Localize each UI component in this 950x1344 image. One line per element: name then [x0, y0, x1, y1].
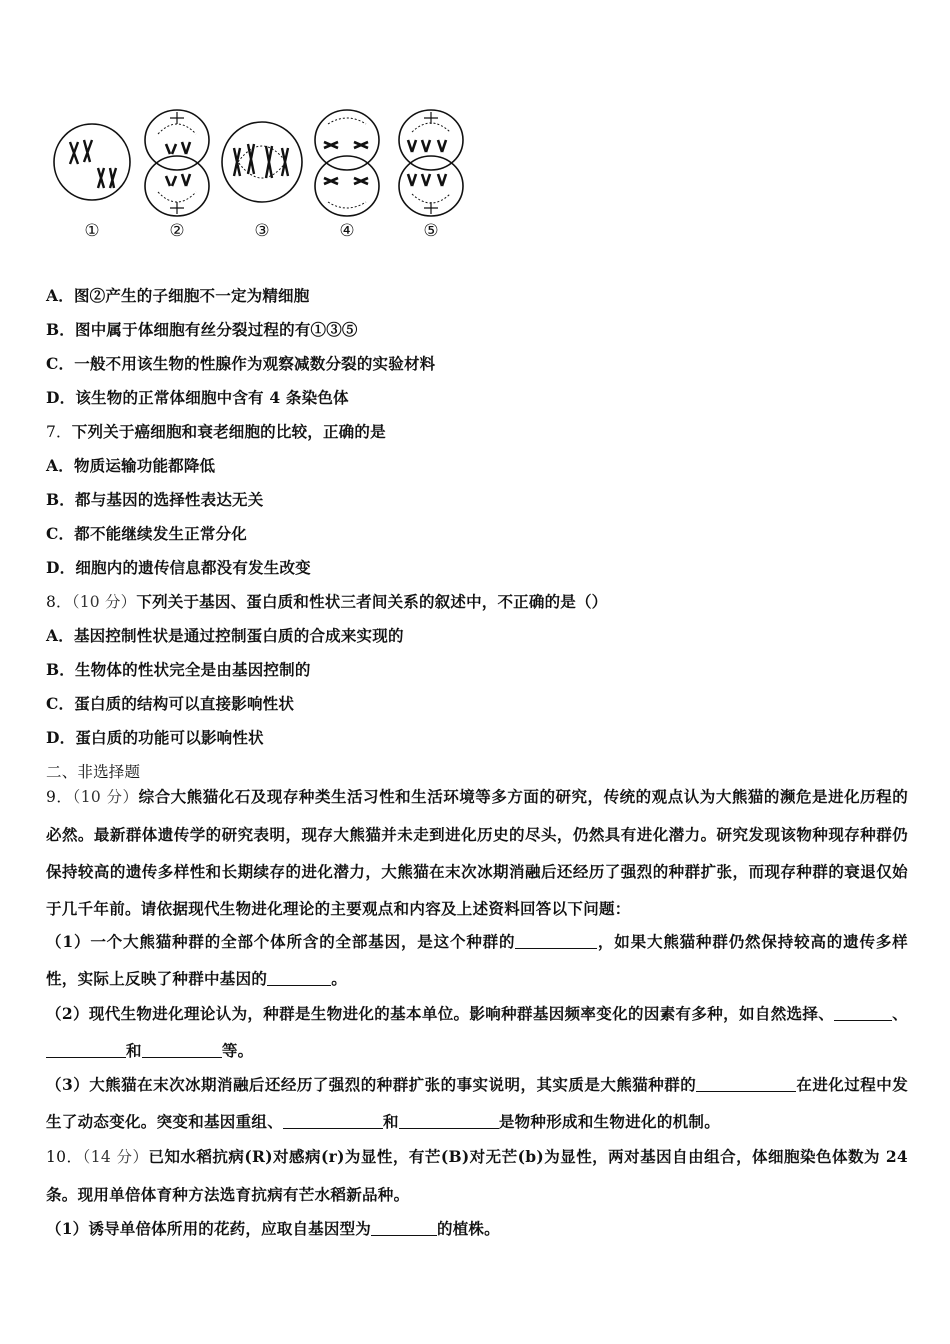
answer-blank[interactable]	[371, 1219, 437, 1236]
q9-part-3-text-b: 在进化过程中发生了动态变化。突变和基因重组、	[46, 1075, 908, 1131]
q9-part-3-text-c: 和	[383, 1112, 399, 1131]
option-text: 蛋白质的功能可以影响性状	[75, 728, 264, 747]
q9-part-3	[46, 1066, 908, 1140]
q9-part-2-text-c: 和	[126, 1041, 142, 1060]
option-text: 蛋白质的结构可以直接影响性状	[74, 694, 295, 713]
option-letter: C．	[46, 694, 75, 713]
option-letter: D．	[46, 388, 76, 407]
option-text: 图中属于体细胞有丝分裂过程的有①③⑤	[75, 320, 358, 339]
option-text: 基因控制性状是通过控制蛋白质的合成来实现的	[73, 626, 404, 645]
option-letter: B．	[46, 490, 76, 509]
option-letter: B．	[46, 320, 76, 339]
q9-part-1-text-a: （1）一个大熊猫种群的全部个体所含的全部基因，是这个种群的	[46, 932, 516, 951]
option-letter: C．	[46, 354, 75, 373]
question-intro: 已知水稻抗病(R)对感病(r)为显性，有芒(B)对无芒(b)为显性，两对基因自由组合，体细胞染色体数为 24 条。现用单倍体育种方法选育抗病有芒水稻新品种。	[46, 1147, 909, 1204]
q9-part-1-text-b: ，如果大熊猫种群仍然保持较高的遗传多样性，实际上反映了种群中基因的	[46, 932, 908, 988]
question-stem: 下列关于基因、蛋白质和性状三者间关系的叙述中，不正确的是（）	[136, 592, 608, 611]
option-letter: A．	[46, 286, 74, 305]
cell-5-diagram	[399, 110, 463, 216]
answer-blank[interactable]	[515, 932, 597, 949]
option-letter: B．	[46, 660, 76, 679]
q9-part-3-text-a: （3）大熊猫在末次冰期消融后还经历了强烈的种群扩张的事实说明，其实质是大熊猫种群的	[46, 1075, 697, 1094]
q10-part-1-text-b: 的植株。	[437, 1219, 500, 1238]
q6-option-b	[46, 320, 908, 340]
option-letter: C．	[46, 524, 75, 543]
option-letter: D．	[46, 558, 76, 577]
q9-part-1	[46, 923, 908, 997]
answer-blank[interactable]	[267, 969, 331, 986]
question-intro: 综合大熊猫化石及现存种类生活习性和生活环境等多方面的研究，传统的观点认为大熊猫的濒危是进化历程的必然。最新群体遗传学的研究表明，现存大熊猫并未走到进化历史的尽头，仍然具有进化潜力。研究发现该物种现存种群仍保持较高的遗传多样性和长期续存的进化潜力，大熊猫在末次冰期消融后还经历了强烈的种群扩张，而现存种群的衰退仅始于几千年前。请依据现代生物进化理论的主要观点和内容及上述资料回答以下问题：	[46, 787, 908, 918]
answer-blank[interactable]	[399, 1112, 499, 1129]
option-letter: A．	[46, 626, 74, 645]
section-2-title: 二、非选择题	[46, 763, 141, 781]
q9-part-3-text-d: 是物种形成和生物进化的机制。	[498, 1112, 721, 1131]
option-text: 一般不用该生物的性腺作为观察减数分裂的实验材料	[74, 354, 436, 373]
figure-label-4: ④	[339, 221, 355, 241]
q9-part-1-text-c: 。	[331, 969, 348, 988]
answer-blank[interactable]	[142, 1041, 222, 1058]
q7-option-b	[46, 490, 908, 510]
q6-option-c	[46, 354, 908, 374]
option-text: 生物体的性状完全是由基因控制的	[75, 660, 311, 679]
option-text: 该生物的正常体细胞中含有 4 条染色体	[75, 388, 349, 407]
question-number: 9．	[46, 788, 73, 806]
q10-intro	[46, 1138, 908, 1213]
q8-option-c	[46, 694, 908, 714]
cell-3-diagram	[222, 122, 302, 202]
question-score: （14 分）	[82, 1148, 149, 1166]
answer-blank[interactable]	[696, 1075, 796, 1092]
q8-option-d	[46, 728, 908, 748]
q6-option-a	[46, 286, 908, 306]
q8-stem	[46, 592, 908, 612]
question-number: 10．	[46, 1148, 83, 1166]
option-letter: A．	[46, 456, 74, 475]
cell-2-diagram	[145, 110, 209, 216]
q9-part-2-text-a: （2）现代生物进化理论认为，种群是生物进化的基本单位。影响种群基因频率变化的因素有多种，如自然选择、	[46, 1004, 835, 1023]
option-text: 都不能继续发生正常分化	[74, 524, 247, 543]
cell-division-figure	[48, 104, 468, 244]
question-stem: 下列关于癌细胞和衰老细胞的比较，正确的是	[71, 422, 386, 441]
q10-part-1	[46, 1219, 908, 1239]
q6-option-d	[46, 388, 908, 408]
q7-option-a	[46, 456, 908, 476]
q8-option-b	[46, 660, 908, 680]
q7-stem	[46, 422, 908, 442]
q9-part-2-text-b: 、	[892, 1004, 908, 1023]
question-score: （10 分）	[71, 593, 137, 611]
cell-4-diagram	[315, 110, 379, 216]
figure-label-5: ⑤	[423, 221, 439, 241]
question-number: 8．	[46, 593, 72, 611]
option-text: 都与基因的选择性表达无关	[75, 490, 264, 509]
q9-part-2-text-d: 等。	[221, 1041, 254, 1060]
option-text: 细胞内的遗传信息都没有发生改变	[75, 558, 311, 577]
option-letter: D．	[46, 728, 76, 747]
question-score: （10 分）	[72, 788, 139, 806]
figure-label-2: ②	[169, 221, 185, 241]
figure-label-1: ①	[84, 221, 100, 241]
question-number: 7．	[46, 423, 72, 441]
q7-option-d	[46, 558, 908, 578]
q8-option-a	[46, 626, 908, 646]
option-text: 物质运输功能都降低	[73, 456, 216, 475]
answer-blank[interactable]	[46, 1041, 126, 1058]
cell-1-diagram	[54, 124, 130, 200]
option-text: 图②产生的子细胞不一定为精细胞	[73, 286, 310, 305]
q9-part-2	[46, 995, 908, 1069]
cell-division-diagrams	[48, 104, 468, 244]
answer-blank[interactable]	[834, 1004, 892, 1021]
q10-part-1-text-a: （1）诱导单倍体所用的花药，应取自基因型为	[46, 1219, 371, 1238]
q7-option-c	[46, 524, 908, 544]
answer-blank[interactable]	[283, 1112, 383, 1129]
q9-intro	[46, 778, 908, 927]
figure-label-3: ③	[254, 221, 270, 241]
